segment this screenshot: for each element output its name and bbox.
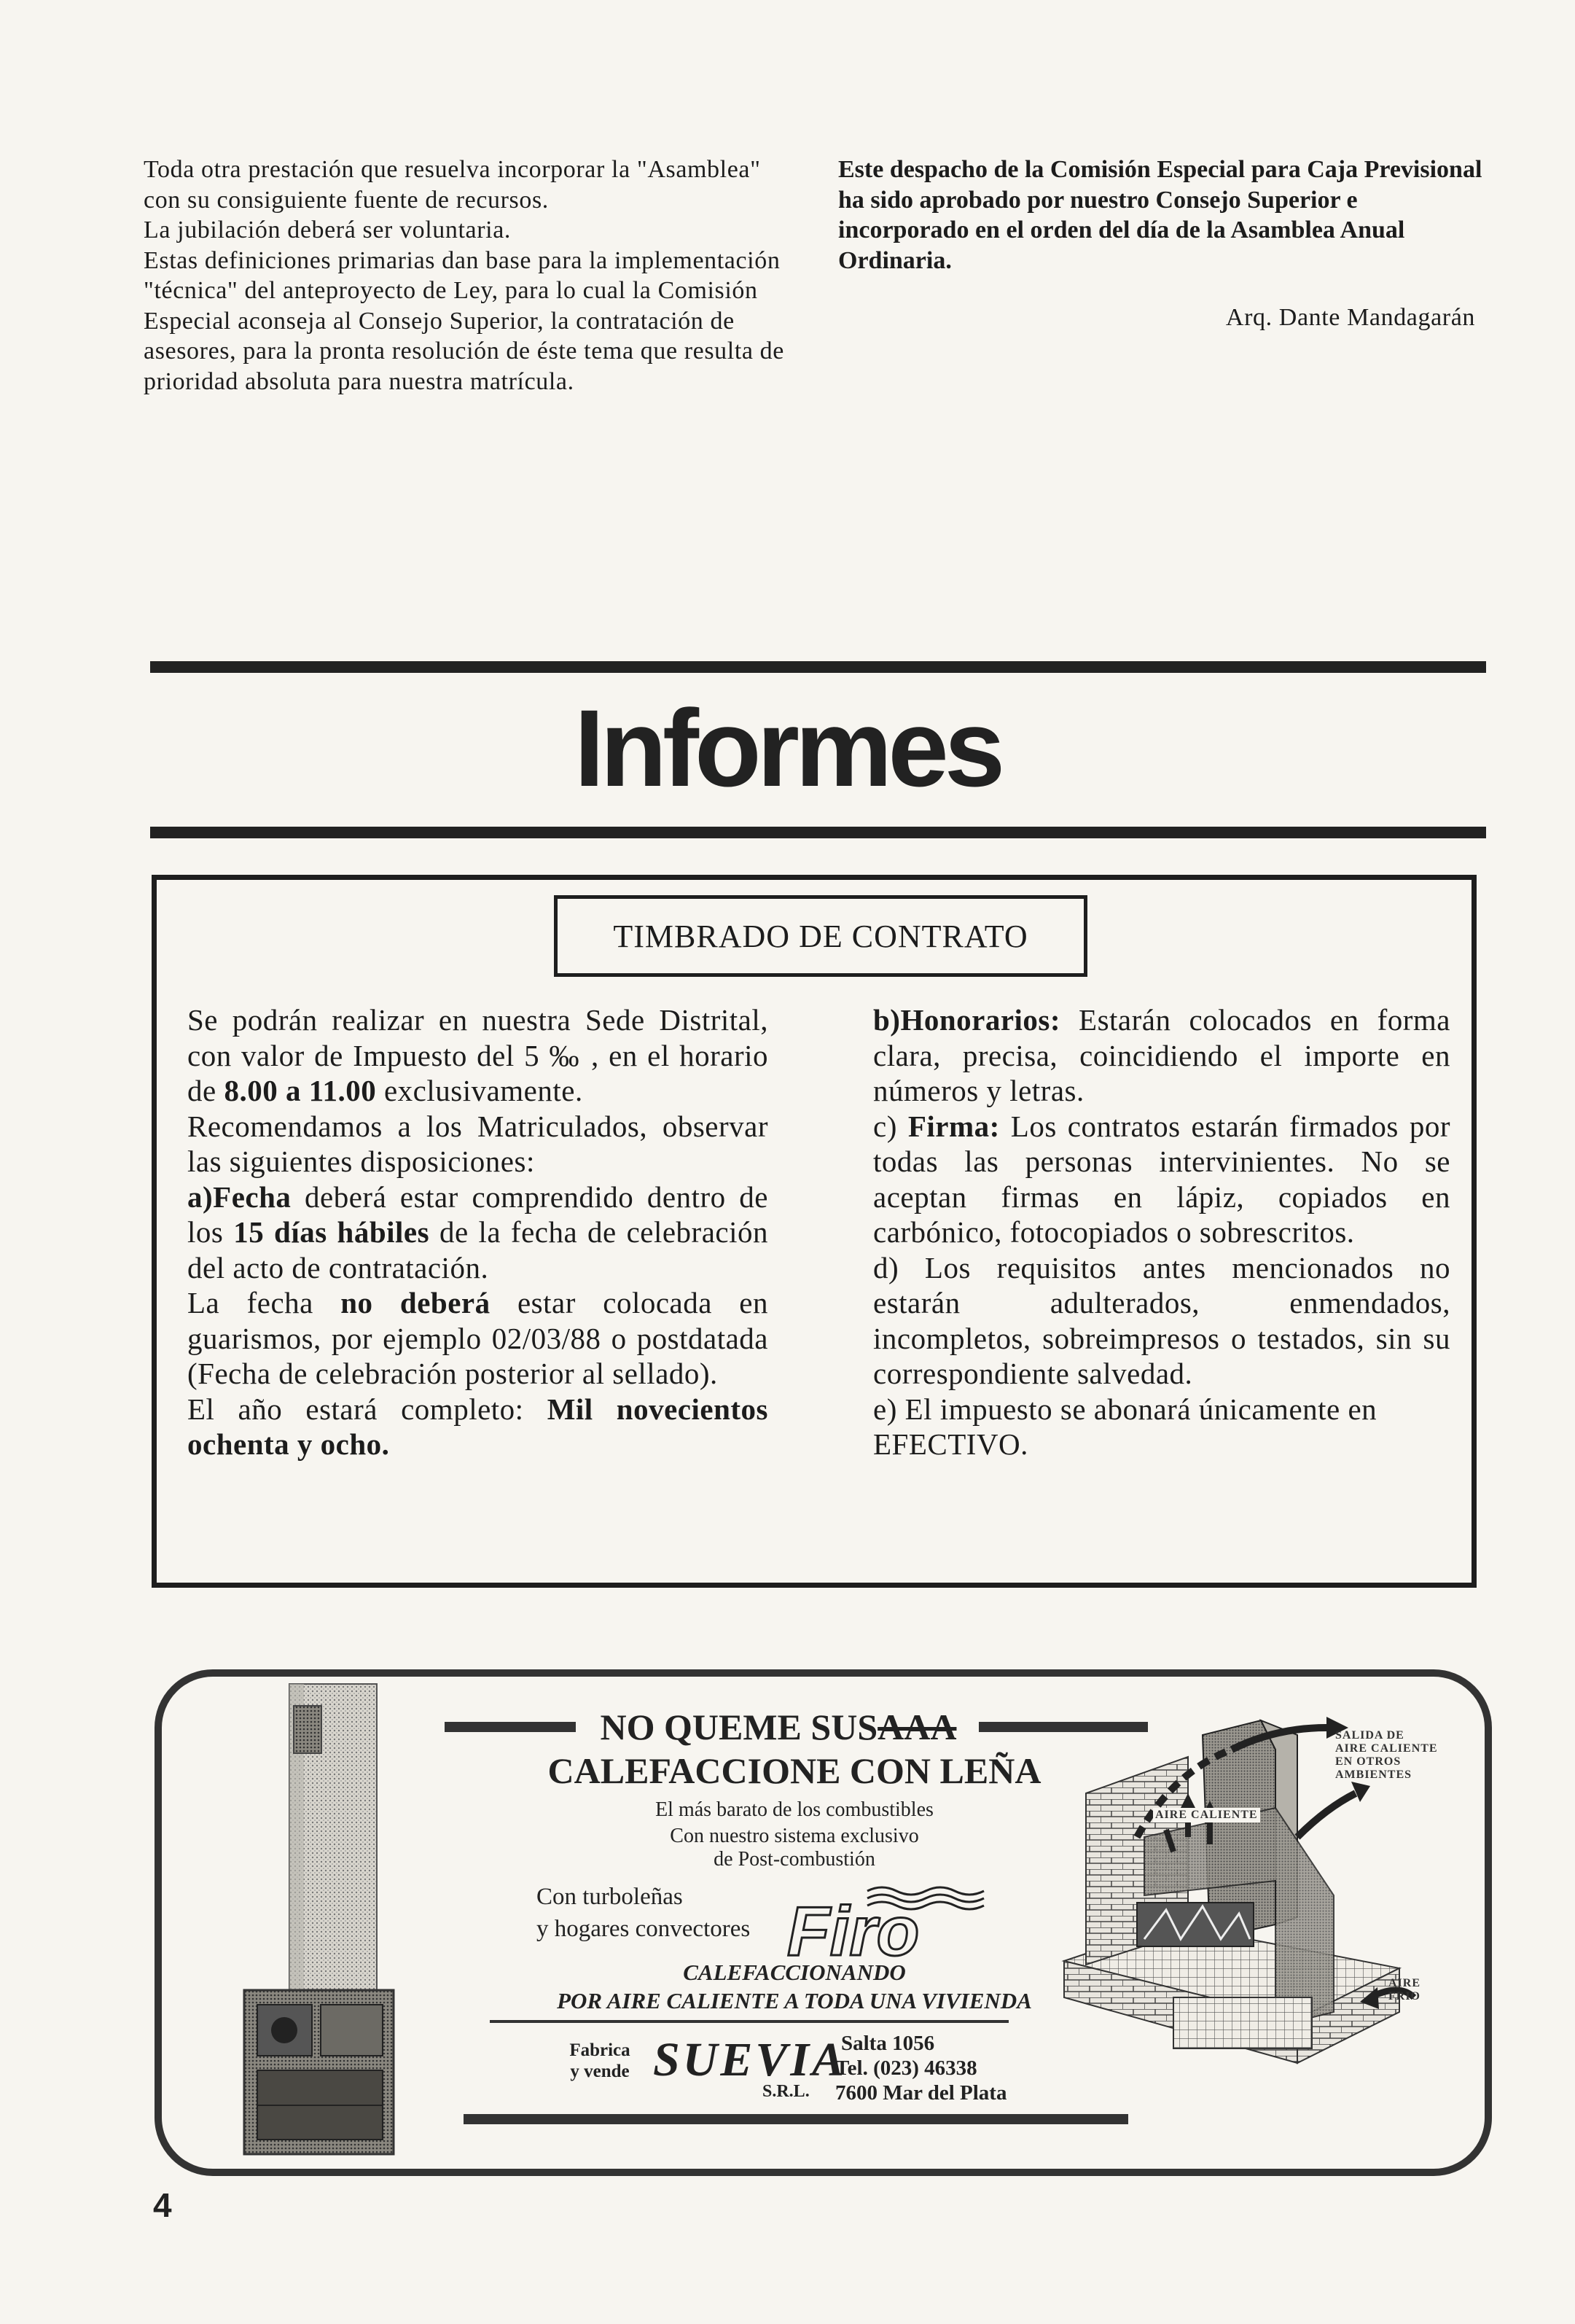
- text-span: c): [873, 1109, 908, 1143]
- ad-line: El más barato de los combustibles: [655, 1798, 934, 1821]
- bold-span: Mil novecientos ochenta y ocho.: [187, 1392, 768, 1461]
- diagram-label-outlet: [1335, 1729, 1438, 1782]
- ad-headline-bar: [445, 1722, 576, 1732]
- box-paragraph: [187, 1002, 768, 1109]
- box-paragraph: [187, 1392, 768, 1462]
- ad-line: Con nuestro sistema exclusivo: [670, 1825, 919, 1847]
- text-span: Estarán colocados en forma clara, precisa, coincidiendo el importe en números y letras.: [873, 1003, 1450, 1107]
- label-span: b)Honorarios:: [873, 1003, 1061, 1037]
- article-paragraph: La jubilación deberá ser voluntaria.: [144, 217, 512, 243]
- address-line: Salta 1056: [841, 2032, 935, 2055]
- diagram-label-line: SALIDA DE: [1335, 1729, 1404, 1742]
- text-span: La fecha: [187, 1286, 341, 1319]
- box-paragraph: d) Los requisitos antes mencionados no estarán adulterados, enmendados, incompletos, sobreimpresos o testados, sin su correspondiente salvedad.: [873, 1250, 1450, 1390]
- article-paragraph: Este despacho de la Comisión Especial para Caja Previsional ha sido aprobado por nuestro Consejo Superior e incorporado en el orden del día de la Asamblea Anual Ordinaria.: [838, 156, 1482, 274]
- text-span: deberá estar comprendido dentro de los: [187, 1179, 768, 1249]
- diagram-label-line: FRIO: [1388, 1990, 1420, 2003]
- ad-headline: CALEFACCIONE CON LEÑA: [547, 1750, 1041, 1791]
- stove-illustration: [237, 1677, 405, 2161]
- firo-logo-text: Firo: [787, 1892, 920, 1962]
- ad-line: Con turboleñas: [536, 1884, 683, 1910]
- box-paragraph: e) El impuesto se abonará únicamente en EFECTIVO.: [873, 1392, 1377, 1461]
- ad-line: de Post-combustión: [714, 1848, 875, 1871]
- firo-logo: [773, 1875, 998, 1962]
- days-span: 15 días hábiles: [233, 1215, 430, 1249]
- headline-strike: AAA: [878, 1707, 957, 1747]
- box-paragraph: [873, 1109, 1450, 1250]
- ad-line: y hogares convectores: [536, 1916, 751, 1942]
- box-title: TIMBRADO DE CONTRATO: [554, 895, 1087, 977]
- text-span: El año estará completo:: [187, 1392, 547, 1426]
- time-span: 8.00 a 11.00: [224, 1074, 377, 1107]
- address-line: 7600 Mar del Plata: [835, 2081, 1007, 2105]
- text-span: estar colocada en guarismos, por ejemplo 02/03/88 o postdatada (Fecha de celebración posterior al sellado).: [187, 1286, 768, 1390]
- diagram-label-line: AIRE: [1388, 1977, 1421, 1989]
- ad-bottom-bar: [464, 2114, 1128, 2124]
- box-paragraph: [187, 1179, 768, 1286]
- ad-slogan: CALEFACCIONANDO: [683, 1960, 906, 1985]
- address-line: Tel. (023) 46338: [835, 2056, 977, 2080]
- article-signature: Arq. Dante Mandagarán: [1225, 304, 1475, 331]
- box-left-column: [187, 1002, 768, 1462]
- maker-suffix: S.R.L.: [762, 2082, 810, 2101]
- maker-label-line: Fabrica: [569, 2040, 630, 2060]
- text-span: Se podrán realizar en nuestra Sede Distrital, con valor de Impuesto del 5 ‰ , en el horario de: [187, 1003, 768, 1107]
- bold-span: no deberá: [340, 1286, 491, 1319]
- page-number: 4: [153, 2186, 172, 2224]
- text-span: exclusivamente.: [376, 1074, 583, 1107]
- label-span: a)Fecha: [187, 1179, 292, 1214]
- article-right-column: [838, 155, 1487, 276]
- diagram-label-hot-air: AIRE CALIENTE: [1153, 1808, 1260, 1822]
- ad-divider: [490, 2020, 1009, 2023]
- ad-address: [835, 2031, 1007, 2105]
- article-left-column: [144, 155, 792, 397]
- section-title: Informes: [574, 687, 1001, 809]
- box-paragraph: [873, 1002, 1450, 1109]
- box-paragraph: [187, 1285, 768, 1392]
- article-paragraph: Estas definiciones primarias dan base para la implementación "técnica" del anteproyecto de Ley, para lo cual la Comisión Especial aconseja al Consejo Superior, la contratación de asesores, para la pronta resolución de éste tema que resulta de prioridad absoluta para nuestra matrícula.: [144, 246, 784, 395]
- section-rule-top: [150, 661, 1486, 673]
- diagram-label-line: AIRE CALIENTE: [1335, 1742, 1438, 1755]
- label-span: Firma:: [907, 1109, 1000, 1143]
- diagram-label-line: AMBIENTES: [1335, 1769, 1412, 1781]
- ad-slogan: POR AIRE CALIENTE A TODA UNA VIVIENDA: [557, 1988, 1032, 2013]
- article-paragraph: Toda otra prestación que resuelva incorporar la "Asamblea" con su consiguiente fuente de recursos.: [144, 156, 761, 214]
- maker-label-line: y vende: [570, 2062, 630, 2081]
- box-right-column: [873, 1002, 1450, 1462]
- text-span: de la fecha de celebración del acto de contratación.: [187, 1215, 768, 1284]
- diagram-label-cold-air: [1388, 1977, 1420, 2003]
- headline-text: NO QUEME SUS: [600, 1707, 878, 1747]
- diagram-label-line: EN OTROS: [1335, 1755, 1402, 1768]
- suevia-logo: SUEVIA: [653, 2033, 848, 2086]
- section-rule-bottom: [150, 827, 1486, 838]
- ad-maker-label: [560, 2040, 640, 2082]
- box-paragraph: Recomendamos a los Matriculados, observar las siguientes disposiciones:: [187, 1109, 768, 1178]
- ad-headline: [578, 1706, 979, 1748]
- text-span: Los contratos estarán firmados por todas las personas intervinientes. No se aceptan firmas en lápiz, copiados en carbónico, fotocopiados o sobrescritos.: [873, 1109, 1450, 1249]
